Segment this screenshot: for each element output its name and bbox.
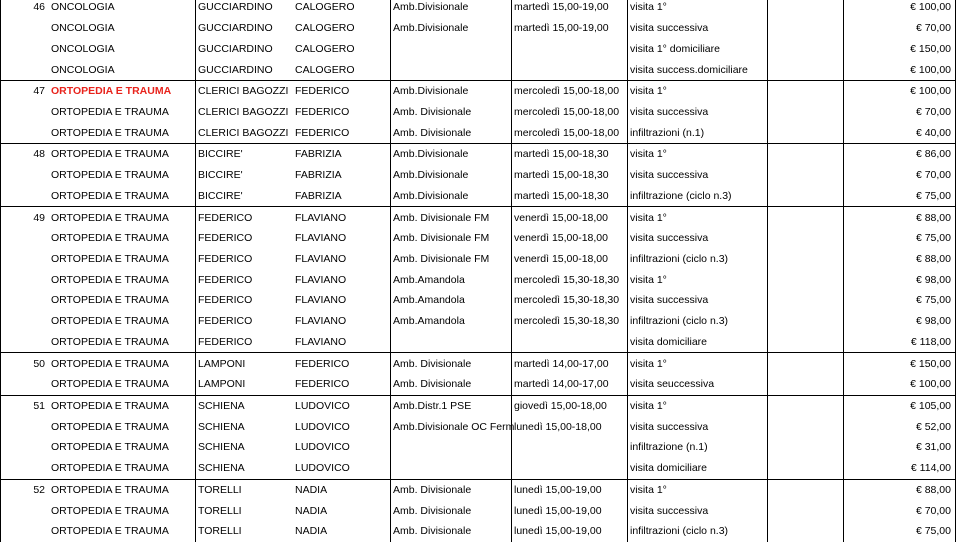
row-number <box>1 38 50 59</box>
doctor-surname: FEDERICO <box>196 269 294 290</box>
table-row <box>1 374 956 395</box>
service: visita 1° <box>628 207 768 228</box>
blank-cell <box>768 500 844 521</box>
blank-cell <box>768 59 844 80</box>
doctor-first-name: CALOGERO <box>295 63 355 76</box>
price: € 100,00 <box>844 80 956 101</box>
row-number <box>1 102 50 123</box>
specialty: ORTOPEDIA E TRAUMA <box>51 420 169 433</box>
price: € 150,00 <box>844 353 956 374</box>
blank-cell <box>768 416 844 437</box>
price: € 52,00 <box>844 416 956 437</box>
doctor-first-name: NADIA <box>295 525 328 538</box>
location: Amb.Distr.1 PSE <box>391 395 512 416</box>
schedule: mercoledì 15,00-18,00 <box>512 80 628 101</box>
price: € 40,00 <box>844 122 956 143</box>
doctor-surname: GUCCIARDINO <box>196 0 294 18</box>
schedule: mercoledì 15,30-18,30 <box>512 269 628 290</box>
location: Amb. Divisionale <box>391 521 512 542</box>
doctor-first-name: NADIA <box>293 479 391 500</box>
price: € 70,00 <box>844 500 956 521</box>
service: visita domiciliare <box>628 458 768 479</box>
row-number <box>1 185 50 206</box>
row-number <box>1 311 50 332</box>
row-number <box>1 416 50 437</box>
row-number <box>1 228 50 249</box>
blank-cell <box>768 374 844 395</box>
location <box>391 332 512 353</box>
row-number <box>1 59 50 80</box>
location: Amb.Divisionale OC Ferm <box>391 416 512 437</box>
schedule: martedì 14,00-17,00 <box>512 353 628 374</box>
service: visita 1° <box>628 479 768 500</box>
service: visita 1° <box>628 0 768 18</box>
doctor-surname: FEDERICO <box>196 311 294 332</box>
doctor-first-name: FLAVIANO <box>295 294 347 307</box>
row-number <box>1 521 50 542</box>
specialty: ORTOPEDIA E TRAUMA <box>51 273 169 286</box>
service: infiltrazioni (ciclo n.3) <box>628 521 768 542</box>
doctor-surname: BICCIRE' <box>196 165 294 186</box>
doctor-first-name: CALOGERO <box>295 42 355 55</box>
price: € 70,00 <box>844 165 956 186</box>
schedule: lunedì 15,00-19,00 <box>512 500 628 521</box>
table-row <box>1 249 956 270</box>
price: € 88,00 <box>844 479 956 500</box>
price: € 31,00 <box>844 437 956 458</box>
specialty: ORTOPEDIA E TRAUMA <box>49 80 196 101</box>
doctor-first-name: FEDERICO <box>295 126 350 139</box>
doctor-first-name: LUDOVICO <box>295 420 350 433</box>
location: Amb.Divisionale <box>391 185 512 206</box>
table-row <box>1 102 956 123</box>
doctor-first-name: FLAVIANO <box>295 273 347 286</box>
location: Amb.Amandola <box>391 290 512 311</box>
specialty: ORTOPEDIA E TRAUMA <box>51 126 169 139</box>
schedule: mercoledì 15,30-18,30 <box>512 311 628 332</box>
doctor-first-name: CALOGERO <box>295 22 355 35</box>
doctor-surname: GUCCIARDINO <box>196 18 294 39</box>
doctor-first-name: CALOGERO <box>293 0 391 18</box>
blank-cell <box>768 269 844 290</box>
doctor-first-name: FEDERICO <box>293 80 391 101</box>
doctor-first-name: FEDERICO <box>295 378 350 391</box>
table-row <box>1 437 956 458</box>
blank-cell <box>768 395 844 416</box>
schedule: lunedì 15,00-19,00 <box>512 479 628 500</box>
doctor-first-name: FLAVIANO <box>295 232 347 245</box>
location: Amb. Divisionale FM <box>391 249 512 270</box>
doctor-surname: CLERICI BAGOZZI <box>196 80 294 101</box>
schedule <box>512 332 628 353</box>
table-row <box>1 122 956 143</box>
doctor-surname: FEDERICO <box>196 290 294 311</box>
service: visita 1° <box>628 395 768 416</box>
doctor-first-name: NADIA <box>295 504 328 517</box>
doctor-surname: CLERICI BAGOZZI <box>196 122 294 143</box>
table-row <box>1 269 956 290</box>
specialty: ORTOPEDIA E TRAUMA <box>51 294 169 307</box>
price: € 75,00 <box>844 290 956 311</box>
service: visita successiva <box>628 18 768 39</box>
schedule: martedì 15,00-18,30 <box>512 165 628 186</box>
schedule: venerdì 15,00-18,00 <box>512 228 628 249</box>
doctor-surname: BICCIRE' <box>196 144 294 165</box>
price: € 118,00 <box>844 332 956 353</box>
table-row <box>1 18 956 39</box>
doctor-surname: GUCCIARDINO <box>196 38 294 59</box>
row-number <box>1 18 50 39</box>
price: € 75,00 <box>844 521 956 542</box>
price: € 114,00 <box>844 458 956 479</box>
specialty: ORTOPEDIA E TRAUMA <box>51 169 169 182</box>
price: € 86,00 <box>844 144 956 165</box>
table-row <box>1 311 956 332</box>
location <box>391 458 512 479</box>
specialty: ONCOLOGIA <box>49 0 196 18</box>
doctor-surname: SCHIENA <box>196 416 294 437</box>
blank-cell <box>768 0 844 18</box>
price: € 100,00 <box>844 374 956 395</box>
location: Amb. Divisionale <box>391 479 512 500</box>
table-row <box>1 458 956 479</box>
row-number: 51 <box>1 395 50 416</box>
blank-cell <box>768 353 844 374</box>
doctor-surname: FEDERICO <box>196 249 294 270</box>
row-number <box>1 290 50 311</box>
row-number: 50 <box>1 353 50 374</box>
row-number: 47 <box>1 80 50 101</box>
service: infiltrazioni (ciclo n.3) <box>628 249 768 270</box>
schedule <box>512 38 628 59</box>
table-row <box>1 144 956 165</box>
table-row <box>1 395 956 416</box>
blank-cell <box>768 18 844 39</box>
doctor-first-name: LUDOVICO <box>293 395 391 416</box>
doctor-surname: SCHIENA <box>196 437 294 458</box>
location: Amb.Amandola <box>391 311 512 332</box>
location <box>391 437 512 458</box>
blank-cell <box>768 144 844 165</box>
row-number <box>1 165 50 186</box>
location <box>391 59 512 80</box>
row-number <box>1 437 50 458</box>
location: Amb. Divisionale FM <box>391 228 512 249</box>
price: € 150,00 <box>844 38 956 59</box>
specialty: ORTOPEDIA E TRAUMA <box>51 232 169 245</box>
location: Amb. Divisionale <box>391 353 512 374</box>
doctor-surname: TORELLI <box>196 500 294 521</box>
schedule: venerdì 15,00-18,00 <box>512 249 628 270</box>
blank-cell <box>768 165 844 186</box>
specialty: ORTOPEDIA E TRAUMA <box>49 353 196 374</box>
doctor-first-name: LUDOVICO <box>295 441 350 454</box>
schedule: mercoledì 15,00-18,00 <box>512 122 628 143</box>
service: visita 1° <box>628 353 768 374</box>
table-row <box>1 500 956 521</box>
service: visita 1° <box>628 80 768 101</box>
blank-cell <box>768 332 844 353</box>
price: € 98,00 <box>844 311 956 332</box>
table-row <box>1 290 956 311</box>
table-row <box>1 416 956 437</box>
location: Amb. Divisionale <box>391 122 512 143</box>
service: visita successiva <box>628 290 768 311</box>
doctor-first-name: FLAVIANO <box>295 335 347 348</box>
schedule: martedì 15,00-18,30 <box>512 144 628 165</box>
blank-cell <box>768 290 844 311</box>
doctor-surname: FEDERICO <box>196 228 294 249</box>
schedule: lunedì 15,00-19,00 <box>512 521 628 542</box>
table-row <box>1 207 956 228</box>
doctor-first-name: FEDERICO <box>295 105 350 118</box>
blank-cell <box>768 437 844 458</box>
service: infiltrazione (n.1) <box>628 437 768 458</box>
row-number: 48 <box>1 144 50 165</box>
schedule <box>512 437 628 458</box>
price: € 75,00 <box>844 228 956 249</box>
doctor-surname: FEDERICO <box>196 332 294 353</box>
specialty: ORTOPEDIA E TRAUMA <box>51 105 169 118</box>
schedule: giovedì 15,00-18,00 <box>512 395 628 416</box>
table-row <box>1 332 956 353</box>
service: visita successiva <box>628 228 768 249</box>
service: visita successiva <box>628 165 768 186</box>
specialty: ORTOPEDIA E TRAUMA <box>49 144 196 165</box>
schedule: martedì 15,00-19,00 <box>512 0 628 18</box>
specialty: ORTOPEDIA E TRAUMA <box>49 479 196 500</box>
row-number <box>1 332 50 353</box>
price: € 70,00 <box>844 18 956 39</box>
row-number <box>1 458 50 479</box>
schedule: mercoledì 15,00-18,00 <box>512 102 628 123</box>
schedule <box>512 458 628 479</box>
table-row <box>1 0 956 18</box>
specialty: ORTOPEDIA E TRAUMA <box>49 395 196 416</box>
price: € 88,00 <box>844 207 956 228</box>
blank-cell <box>768 479 844 500</box>
blank-cell <box>768 207 844 228</box>
row-number: 46 <box>1 0 50 18</box>
doctor-surname: FEDERICO <box>196 207 294 228</box>
service: visita successiva <box>628 102 768 123</box>
table-row <box>1 353 956 374</box>
specialty: ORTOPEDIA E TRAUMA <box>51 252 169 265</box>
schedule: martedì 14,00-17,00 <box>512 374 628 395</box>
location: Amb.Divisionale <box>391 0 512 18</box>
doctor-surname: TORELLI <box>196 479 294 500</box>
service: visita successiva <box>628 500 768 521</box>
doctor-first-name: FABRIZIA <box>295 189 342 202</box>
table-row <box>1 521 956 542</box>
blank-cell <box>768 38 844 59</box>
blank-cell <box>768 311 844 332</box>
doctor-first-name: FABRIZIA <box>293 144 391 165</box>
location: Amb.Divisionale <box>391 18 512 39</box>
tariff-table-body <box>1 0 956 542</box>
specialty: ORTOPEDIA E TRAUMA <box>51 462 169 475</box>
price: € 98,00 <box>844 269 956 290</box>
service: visita 1° <box>628 144 768 165</box>
service: visita domiciliare <box>628 332 768 353</box>
schedule: mercoledì 15,30-18,30 <box>512 290 628 311</box>
service: visita 1° <box>628 269 768 290</box>
specialty: ORTOPEDIA E TRAUMA <box>51 525 169 538</box>
location: Amb. Divisionale <box>391 102 512 123</box>
location: Amb.Amandola <box>391 269 512 290</box>
blank-cell <box>768 228 844 249</box>
table-row <box>1 80 956 101</box>
service: infiltrazioni (n.1) <box>628 122 768 143</box>
schedule: martedì 15,00-19,00 <box>512 18 628 39</box>
row-number: 49 <box>1 207 50 228</box>
specialty: ONCOLOGIA <box>51 63 115 76</box>
doctor-surname: LAMPONI <box>196 353 294 374</box>
service: visita successiva <box>628 416 768 437</box>
specialty: ORTOPEDIA E TRAUMA <box>49 207 196 228</box>
location: Amb. Divisionale <box>391 500 512 521</box>
doctor-first-name: FABRIZIA <box>295 169 342 182</box>
schedule: martedì 15,00-18,30 <box>512 185 628 206</box>
specialty: ORTOPEDIA E TRAUMA <box>51 504 169 517</box>
price: € 100,00 <box>844 59 956 80</box>
doctor-first-name: FLAVIANO <box>295 252 347 265</box>
blank-cell <box>768 122 844 143</box>
table-row <box>1 59 956 80</box>
row-number <box>1 374 50 395</box>
price: € 100,00 <box>844 0 956 18</box>
blank-cell <box>768 80 844 101</box>
doctor-first-name: FEDERICO <box>293 353 391 374</box>
doctor-surname: SCHIENA <box>196 458 294 479</box>
row-number <box>1 249 50 270</box>
doctor-surname: SCHIENA <box>196 395 294 416</box>
location: Amb.Divisionale <box>391 144 512 165</box>
location: Amb. Divisionale <box>391 374 512 395</box>
blank-cell <box>768 249 844 270</box>
blank-cell <box>768 521 844 542</box>
service: visita success.domiciliare <box>628 59 768 80</box>
price: € 88,00 <box>844 249 956 270</box>
specialty: ORTOPEDIA E TRAUMA <box>51 335 169 348</box>
specialty: ORTOPEDIA E TRAUMA <box>51 441 169 454</box>
doctor-surname: GUCCIARDINO <box>196 59 294 80</box>
doctor-surname: TORELLI <box>196 521 294 542</box>
table-row <box>1 185 956 206</box>
table-row <box>1 165 956 186</box>
blank-cell <box>768 185 844 206</box>
doctor-first-name: FLAVIANO <box>293 207 391 228</box>
location: Amb.Divisionale <box>391 165 512 186</box>
specialty: ONCOLOGIA <box>51 42 115 55</box>
schedule: venerdì 15,00-18,00 <box>512 207 628 228</box>
service: infiltrazioni (ciclo n.3) <box>628 311 768 332</box>
doctor-surname: CLERICI BAGOZZI <box>196 102 294 123</box>
schedule <box>512 59 628 80</box>
row-number <box>1 500 50 521</box>
specialty: ORTOPEDIA E TRAUMA <box>51 189 169 202</box>
row-number: 52 <box>1 479 50 500</box>
row-number <box>1 122 50 143</box>
table-row <box>1 228 956 249</box>
table-row <box>1 38 956 59</box>
location <box>391 38 512 59</box>
price: € 70,00 <box>844 102 956 123</box>
blank-cell <box>768 102 844 123</box>
location: Amb.Divisionale <box>391 80 512 101</box>
doctor-first-name: LUDOVICO <box>295 462 350 475</box>
service: infiltrazione (ciclo n.3) <box>628 185 768 206</box>
service: visita 1° domiciliare <box>628 38 768 59</box>
doctor-surname: LAMPONI <box>196 374 294 395</box>
doctor-surname: BICCIRE' <box>196 185 294 206</box>
service: visita seuccessiva <box>628 374 768 395</box>
blank-cell <box>768 458 844 479</box>
location: Amb. Divisionale FM <box>391 207 512 228</box>
table-row <box>1 479 956 500</box>
row-number <box>1 269 50 290</box>
schedule: lunedì 15,00-18,00 <box>512 416 628 437</box>
doctor-first-name: FLAVIANO <box>295 315 347 328</box>
specialty: ONCOLOGIA <box>51 22 115 35</box>
specialty: ORTOPEDIA E TRAUMA <box>51 378 169 391</box>
price: € 105,00 <box>844 395 956 416</box>
price: € 75,00 <box>844 185 956 206</box>
specialty: ORTOPEDIA E TRAUMA <box>51 315 169 328</box>
